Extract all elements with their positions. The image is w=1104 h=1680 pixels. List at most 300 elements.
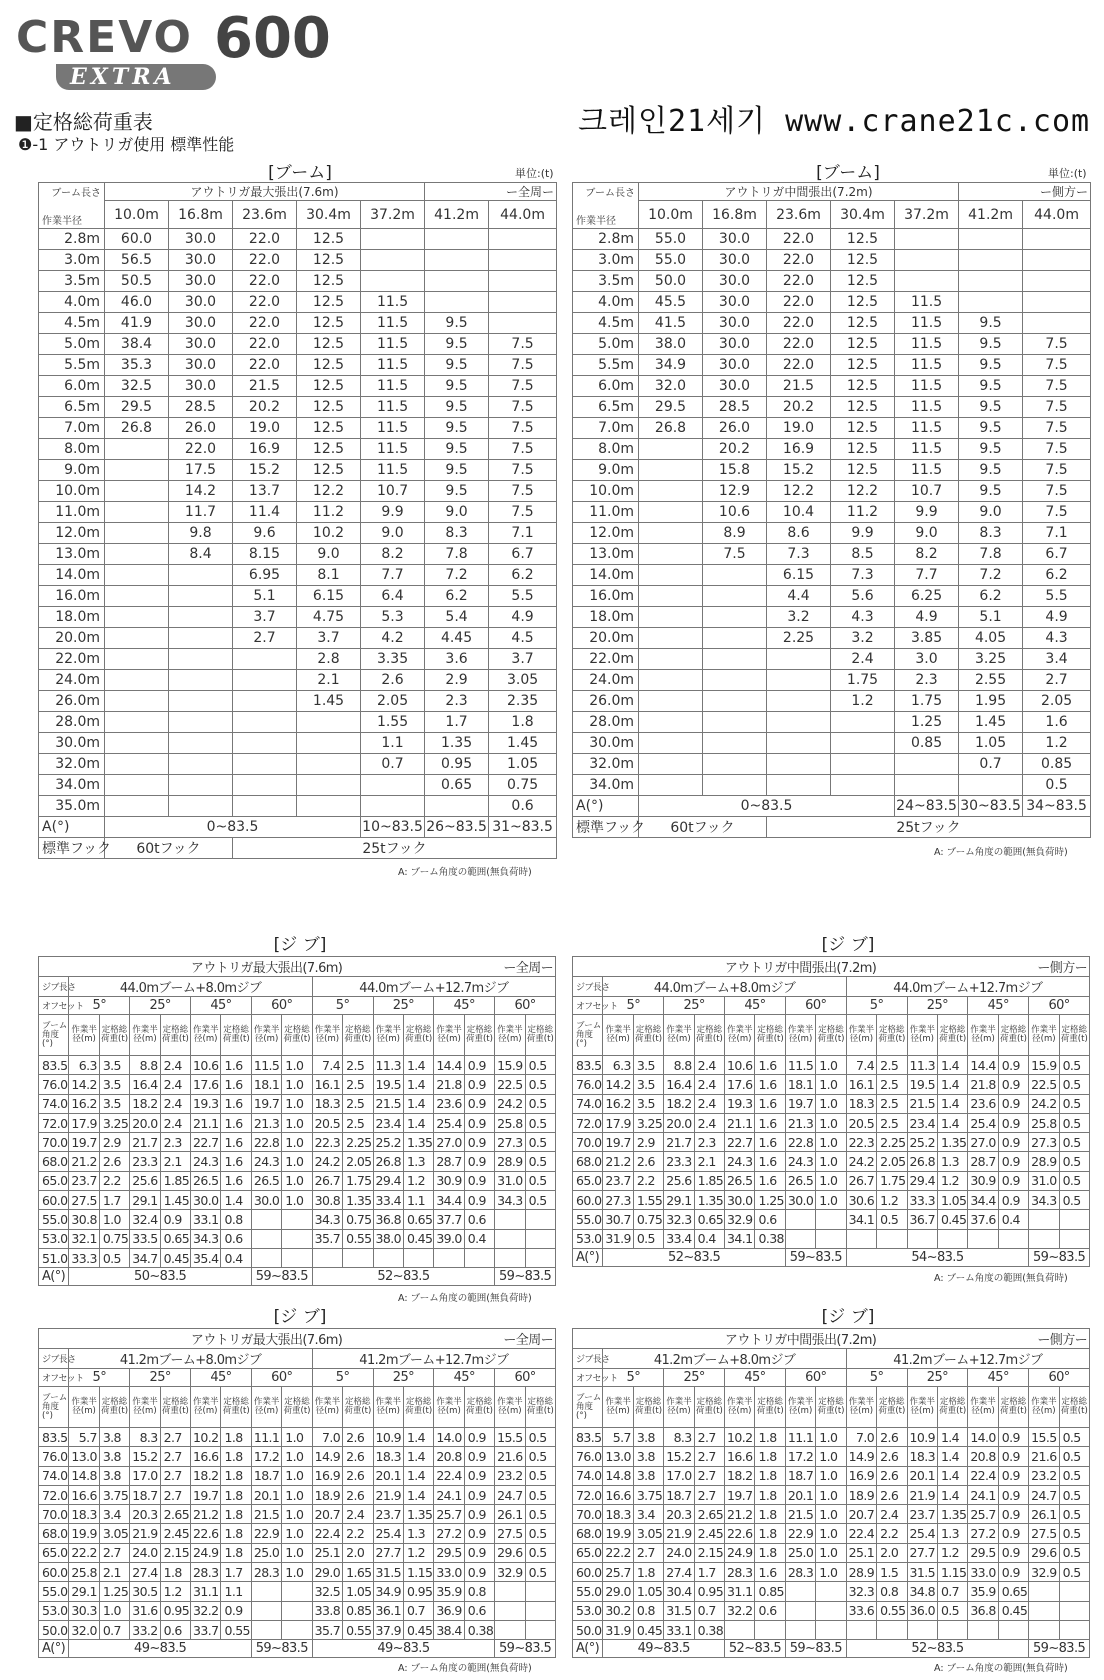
- load-cell: [489, 271, 557, 292]
- boom-angle-cell: 68.0: [573, 1152, 603, 1171]
- boom-table-1-title: [ブーム]: [268, 163, 332, 183]
- radius-cell: 23.3: [664, 1152, 694, 1171]
- radius-cell: 37.6: [968, 1210, 998, 1229]
- table-row: [573, 1620, 1090, 1639]
- load-cell: 6.7: [489, 544, 557, 565]
- outrigger-condition: アウトリガ中間張出(7.2m): [664, 1329, 938, 1349]
- radius-cell: 22.5: [495, 1075, 525, 1094]
- load-cell: 1.0: [282, 1505, 312, 1524]
- jib-table-2-title: [ジ ブ]: [821, 935, 875, 955]
- radius-cell: 6.5m: [39, 397, 105, 418]
- radius-cell: 34.3: [1029, 1191, 1059, 1210]
- load-cell: [105, 754, 169, 775]
- load-cell: [703, 670, 767, 691]
- radius-cell: 30.9: [434, 1171, 464, 1190]
- load-cell: 2.6: [877, 1447, 907, 1466]
- radius-cell: 33.5: [130, 1229, 160, 1248]
- angle-row: [573, 1640, 1090, 1658]
- boom-angle-cell: 83.5: [573, 1056, 603, 1075]
- load-cell: 12.5: [831, 439, 895, 460]
- load-cell: 0.5: [937, 1601, 967, 1620]
- load-cell: 12.2: [297, 481, 361, 502]
- load-cell: 1.4: [937, 1447, 967, 1466]
- load-cell: 3.8: [99, 1447, 129, 1466]
- radius-cell: 22.7: [191, 1133, 221, 1152]
- load-subheader: 定格総荷重(t): [1059, 1015, 1089, 1056]
- load-cell: [282, 1229, 312, 1248]
- load-cell: 0.65: [160, 1229, 190, 1248]
- table-row: [39, 1563, 556, 1582]
- radius-cell: 14.8: [69, 1466, 99, 1485]
- table-row: [39, 397, 557, 418]
- offset-header: 5°: [603, 997, 664, 1015]
- radius-cell: 27.7: [373, 1543, 403, 1562]
- load-cell: 30.0: [703, 292, 767, 313]
- load-cell: 2.05: [1023, 691, 1091, 712]
- outrigger-condition: アウトリガ中間張出(7.2m): [664, 957, 938, 977]
- load-cell: [169, 691, 233, 712]
- boom-angle-cell: 53.0: [573, 1601, 603, 1620]
- load-cell: 0.9: [464, 1466, 494, 1485]
- load-cell: 2.45: [160, 1524, 190, 1543]
- load-cell: [639, 544, 703, 565]
- table-row: [39, 628, 557, 649]
- load-cell: 1.4: [403, 1428, 433, 1447]
- table-row: [39, 1229, 556, 1248]
- load-cell: 1.45: [489, 733, 557, 754]
- load-cell: 1.05: [489, 754, 557, 775]
- load-cell: 22.0: [767, 271, 831, 292]
- load-cell: 0.9: [998, 1056, 1028, 1075]
- radius-cell: 33.4: [664, 1229, 694, 1248]
- table-row: [39, 1113, 556, 1132]
- radius-cell: 11.3: [373, 1056, 403, 1075]
- load-cell: 5.3: [361, 607, 425, 628]
- load-cell: 2.6: [343, 1485, 373, 1504]
- table-row: [39, 523, 557, 544]
- load-cell: [639, 607, 703, 628]
- load-cell: 0.5: [525, 1466, 555, 1485]
- radius-subheader: 作業半径(m): [373, 1015, 403, 1056]
- boom-load-table-mid-outrigger: [572, 182, 1091, 838]
- load-subheader: 定格総荷重(t): [998, 1387, 1028, 1428]
- radius-subheader: 作業半径(m): [664, 1015, 694, 1056]
- load-cell: 6.2: [959, 586, 1023, 607]
- radius-cell: 24.7: [1029, 1485, 1059, 1504]
- load-cell: 7.5: [489, 376, 557, 397]
- radius-cell: 17.0: [664, 1466, 694, 1485]
- table-row: [39, 439, 557, 460]
- radius-cell: 27.5: [1029, 1524, 1059, 1543]
- radius-cell: [251, 1248, 281, 1267]
- radius-subheader: 作業半径(m): [968, 1015, 998, 1056]
- load-cell: 1.4: [937, 1113, 967, 1132]
- document-subtitle: ❶-1 アウトリガ使用 標準性能: [18, 135, 235, 154]
- load-cell: 1.0: [816, 1485, 846, 1504]
- radius-cell: 18.7: [130, 1485, 160, 1504]
- logo-variant: EXTRA: [56, 64, 216, 90]
- boom-table-2-note: A: ブーム角度の範囲(無負荷時): [934, 847, 1068, 858]
- radius-cell: 15.9: [1029, 1056, 1059, 1075]
- load-cell: [169, 628, 233, 649]
- load-cell: [282, 1210, 312, 1229]
- load-cell: 1.2: [1023, 733, 1091, 754]
- table-row: [39, 1152, 556, 1171]
- load-cell: 22.0: [767, 313, 831, 334]
- load-cell: 30.0: [169, 334, 233, 355]
- table-row: [39, 1543, 556, 1562]
- load-cell: 30.0: [169, 250, 233, 271]
- load-cell: 1.75: [877, 1171, 907, 1190]
- offset-header: 25°: [373, 997, 434, 1015]
- angle-range-cell: 59~83.5: [495, 1640, 556, 1658]
- radius-cell: 18.0m: [573, 607, 639, 628]
- load-cell: 11.5: [895, 397, 959, 418]
- boom-length-row: [39, 201, 557, 229]
- table-row: [39, 565, 557, 586]
- load-cell: 2.8: [297, 649, 361, 670]
- table-row: [573, 523, 1091, 544]
- radius-cell: 23.7: [373, 1505, 403, 1524]
- load-cell: 1.55: [633, 1191, 663, 1210]
- radius-cell: 22.6: [191, 1524, 221, 1543]
- load-cell: 4.9: [1023, 607, 1091, 628]
- radius-subheader: 作業半径(m): [69, 1015, 99, 1056]
- offset-header: 5°: [846, 997, 907, 1015]
- table-row: [39, 313, 557, 334]
- radius-cell: 19.7: [603, 1133, 633, 1152]
- load-cell: [1023, 292, 1091, 313]
- radius-cell: 10.2: [725, 1428, 755, 1447]
- load-cell: [1023, 271, 1091, 292]
- load-cell: 1.4: [937, 1056, 967, 1075]
- boom-length-header: 44.0m: [489, 201, 557, 229]
- load-cell: [1059, 1210, 1089, 1229]
- load-cell: 10.4: [767, 502, 831, 523]
- load-cell: 1.4: [403, 1466, 433, 1485]
- boom-length-header: 41.2m: [959, 201, 1023, 229]
- radius-cell: [785, 1210, 815, 1229]
- load-cell: 1.3: [403, 1524, 433, 1543]
- load-cell: 12.5: [831, 355, 895, 376]
- load-cell: 5.5: [1023, 586, 1091, 607]
- radius-cell: 10.2: [191, 1428, 221, 1447]
- radius-cell: 8.8: [664, 1056, 694, 1075]
- angle-range-cell: 34~83.5: [1023, 796, 1091, 817]
- load-cell: 9.5: [959, 334, 1023, 355]
- radius-subheader: 作業半径(m): [191, 1015, 221, 1056]
- load-cell: 3.5: [99, 1094, 129, 1113]
- radius-cell: 33.8: [312, 1601, 342, 1620]
- load-cell: 2.7: [160, 1428, 190, 1447]
- radius-cell: 20.1: [907, 1466, 937, 1485]
- table-row: [39, 1505, 556, 1524]
- boom-angle-cell: 83.5: [573, 1428, 603, 1447]
- load-cell: [767, 733, 831, 754]
- load-cell: [767, 649, 831, 670]
- load-cell: 3.25: [959, 649, 1023, 670]
- radius-cell: [907, 1620, 937, 1639]
- radius-cell: [251, 1229, 281, 1248]
- load-cell: [297, 754, 361, 775]
- load-cell: 1.4: [937, 1094, 967, 1113]
- table-row: [573, 775, 1091, 796]
- radius-cell: 34.0m: [39, 775, 105, 796]
- offset-header: 25°: [373, 1369, 434, 1387]
- radius-cell: 35.7: [312, 1620, 342, 1639]
- boom-angle-label: ブーム角度(°): [573, 1015, 603, 1056]
- load-cell: 12.5: [831, 292, 895, 313]
- load-cell: 0.9: [464, 1171, 494, 1190]
- boom-angle-cell: 51.0: [39, 1248, 69, 1267]
- radius-cell: 21.8: [968, 1075, 998, 1094]
- load-cell: 1.05: [937, 1191, 967, 1210]
- load-cell: [105, 733, 169, 754]
- table-row: [39, 1210, 556, 1229]
- load-cell: [105, 481, 169, 502]
- radius-cell: 11.3: [907, 1056, 937, 1075]
- load-cell: 3.8: [633, 1466, 663, 1485]
- load-subheader: 定格総荷重(t): [633, 1387, 663, 1428]
- radius-subheader: 作業半径(m): [434, 1387, 464, 1428]
- load-cell: 1.4: [937, 1075, 967, 1094]
- rotation-range: ー全周ー: [403, 957, 555, 977]
- radius-cell: [846, 1620, 876, 1639]
- radius-cell: 6.3: [69, 1056, 99, 1075]
- load-cell: [105, 628, 169, 649]
- boom-length-header: 44.0m: [1023, 201, 1091, 229]
- load-cell: 0.5: [1059, 1466, 1089, 1485]
- logo-model: CREVO: [16, 12, 193, 63]
- radius-cell: 24.9: [725, 1543, 755, 1562]
- load-cell: [703, 649, 767, 670]
- load-cell: [282, 1582, 312, 1601]
- radius-cell: 22.9: [251, 1524, 281, 1543]
- load-cell: 0.95: [403, 1582, 433, 1601]
- radius-subheader: 作業半径(m): [251, 1015, 281, 1056]
- offset-header: 5°: [69, 997, 130, 1015]
- radius-cell: 14.2: [603, 1075, 633, 1094]
- radius-cell: 26.1: [495, 1505, 525, 1524]
- radius-cell: 26.0m: [573, 691, 639, 712]
- radius-cell: 32.0: [69, 1620, 99, 1639]
- radius-cell: 31.6: [130, 1601, 160, 1620]
- load-cell: 0.5: [525, 1485, 555, 1504]
- load-cell: 2.3: [694, 1133, 724, 1152]
- load-subheader: 定格総荷重(t): [694, 1015, 724, 1056]
- radius-subheader: 作業半径(m): [312, 1015, 342, 1056]
- load-cell: 1.4: [937, 1428, 967, 1447]
- load-cell: 1.0: [282, 1543, 312, 1562]
- load-cell: 9.5: [425, 355, 489, 376]
- load-cell: 7.5: [1023, 376, 1091, 397]
- load-cell: 2.2: [877, 1524, 907, 1543]
- load-cell: 1.8: [160, 1563, 190, 1582]
- load-cell: [361, 271, 425, 292]
- radius-cell: 11.1: [785, 1428, 815, 1447]
- load-cell: 1.3: [937, 1152, 967, 1171]
- radius-cell: 13.0m: [573, 544, 639, 565]
- load-cell: [282, 1620, 312, 1639]
- radius-subheader: 作業半径(m): [785, 1015, 815, 1056]
- table-row: [573, 1210, 1090, 1229]
- radius-cell: [251, 1601, 281, 1620]
- load-cell: 1.65: [343, 1563, 373, 1582]
- radius-cell: 24.3: [251, 1152, 281, 1171]
- radius-cell: 27.0: [968, 1133, 998, 1152]
- load-cell: 9.5: [959, 418, 1023, 439]
- load-cell: 2.1: [99, 1563, 129, 1582]
- table-row: [573, 439, 1091, 460]
- radius-cell: 20.0: [664, 1113, 694, 1132]
- load-cell: [998, 1620, 1028, 1639]
- load-cell: [343, 1248, 373, 1267]
- load-cell: 9.9: [831, 523, 895, 544]
- load-cell: 12.2: [831, 481, 895, 502]
- load-cell: 1.8: [221, 1485, 251, 1504]
- load-cell: 11.5: [361, 439, 425, 460]
- hook-row: [39, 838, 557, 859]
- load-cell: 2.35: [489, 691, 557, 712]
- boom-angle-cell: 68.0: [39, 1152, 69, 1171]
- radius-cell: 8.8: [130, 1056, 160, 1075]
- hook-type-cell: 25tフック: [233, 838, 557, 859]
- radius-cell: 18.1: [785, 1075, 815, 1094]
- load-cell: 7.5: [1023, 418, 1091, 439]
- table-row: [573, 502, 1091, 523]
- radius-cell: [725, 1620, 755, 1639]
- radius-cell: 39.0: [434, 1229, 464, 1248]
- radius-cell: 22.7: [725, 1133, 755, 1152]
- radius-cell: 25.7: [968, 1505, 998, 1524]
- load-cell: 7.3: [767, 544, 831, 565]
- boom-angle-cell: 76.0: [573, 1075, 603, 1094]
- load-cell: 17.5: [169, 460, 233, 481]
- load-cell: 7.5: [489, 334, 557, 355]
- angle-range-cell: 0~83.5: [105, 817, 361, 838]
- offset-header: 60°: [495, 1369, 556, 1387]
- boom-angle-cell: 68.0: [573, 1524, 603, 1543]
- angle-range-cell: 50~83.5: [69, 1268, 251, 1286]
- radius-cell: 29.6: [495, 1543, 525, 1562]
- load-cell: 0.5: [1059, 1485, 1089, 1504]
- radius-cell: 18.7: [664, 1485, 694, 1504]
- radius-cell: 21.9: [907, 1485, 937, 1504]
- load-cell: 1.0: [99, 1601, 129, 1620]
- load-cell: 2.1: [694, 1152, 724, 1171]
- radius-cell: 20.1: [373, 1466, 403, 1485]
- load-cell: 12.5: [297, 313, 361, 334]
- table-row: [39, 1191, 556, 1210]
- load-cell: 9.5: [425, 460, 489, 481]
- boom-table-2-title: [ブーム]: [816, 163, 880, 183]
- angle-label: A(°): [39, 817, 105, 838]
- radius-cell: 8.0m: [573, 439, 639, 460]
- radius-cell: 12.0m: [39, 523, 105, 544]
- load-cell: [816, 1210, 846, 1229]
- boom-length-header: 37.2m: [361, 201, 425, 229]
- load-cell: 12.2: [767, 481, 831, 502]
- radius-cell: [373, 1248, 403, 1267]
- load-cell: 0.9: [998, 1543, 1028, 1562]
- boom-angle-label: ブーム角度(°): [39, 1015, 69, 1056]
- radius-cell: 32.0m: [573, 754, 639, 775]
- angle-label: A(°): [573, 1248, 603, 1266]
- radius-cell: 22.2: [603, 1543, 633, 1562]
- load-cell: 2.5: [877, 1056, 907, 1075]
- load-cell: [767, 691, 831, 712]
- angle-label: A(°): [39, 1640, 69, 1658]
- boom-length-header: 30.4m: [297, 201, 361, 229]
- load-cell: [639, 523, 703, 544]
- load-cell: 22.0: [233, 292, 297, 313]
- condition-row: [573, 1329, 1090, 1349]
- load-cell: 2.65: [160, 1505, 190, 1524]
- load-cell: 3.8: [99, 1466, 129, 1485]
- load-cell: 0.9: [464, 1094, 494, 1113]
- radius-cell: [785, 1601, 815, 1620]
- load-cell: 9.5: [959, 376, 1023, 397]
- radius-cell: 19.9: [69, 1524, 99, 1543]
- radius-cell: 29.4: [373, 1171, 403, 1190]
- table-row: [39, 460, 557, 481]
- radius-cell: 25.4: [968, 1113, 998, 1132]
- load-cell: 0.6: [755, 1210, 785, 1229]
- boom-length-header: 10.0m: [105, 201, 169, 229]
- boom-angle-cell: 65.0: [39, 1543, 69, 1562]
- load-cell: 2.6: [877, 1485, 907, 1504]
- load-subheader: 定格総荷重(t): [937, 1015, 967, 1056]
- radius-cell: 14.9: [312, 1447, 342, 1466]
- offset-header: 5°: [603, 1369, 664, 1387]
- radius-cell: 27.3: [1029, 1133, 1059, 1152]
- table-row: [573, 250, 1091, 271]
- load-cell: 1.1: [361, 733, 425, 754]
- table-row: [573, 229, 1091, 250]
- load-cell: 9.5: [425, 481, 489, 502]
- load-cell: [105, 649, 169, 670]
- radius-cell: 21.7: [130, 1133, 160, 1152]
- radius-cell: 25.1: [312, 1543, 342, 1562]
- load-cell: 60.0: [105, 229, 169, 250]
- table-row: [39, 733, 557, 754]
- table-row: [39, 754, 557, 775]
- load-cell: [755, 1620, 785, 1639]
- radius-cell: 34.1: [846, 1210, 876, 1229]
- load-cell: 3.2: [767, 607, 831, 628]
- boom-length-header: 16.8m: [703, 201, 767, 229]
- load-cell: [703, 628, 767, 649]
- load-cell: 9.5: [425, 397, 489, 418]
- radius-cell: 29.0: [312, 1563, 342, 1582]
- radius-cell: 21.8: [434, 1075, 464, 1094]
- load-cell: 0.95: [694, 1582, 724, 1601]
- load-cell: [525, 1229, 555, 1248]
- table-row: [39, 376, 557, 397]
- load-cell: 4.5: [489, 628, 557, 649]
- load-subheader: 定格総荷重(t): [694, 1387, 724, 1428]
- radius-cell: 14.9: [846, 1447, 876, 1466]
- load-cell: 2.5: [877, 1094, 907, 1113]
- radius-cell: 31.0: [1029, 1171, 1059, 1190]
- offset-header: 45°: [968, 997, 1029, 1015]
- load-cell: 0.65: [694, 1210, 724, 1229]
- radius-cell: 19.5: [373, 1075, 403, 1094]
- load-cell: 4.45: [425, 628, 489, 649]
- radius-cell: 18.1: [251, 1075, 281, 1094]
- load-cell: 6.25: [895, 586, 959, 607]
- radius-cell: 3.0m: [39, 250, 105, 271]
